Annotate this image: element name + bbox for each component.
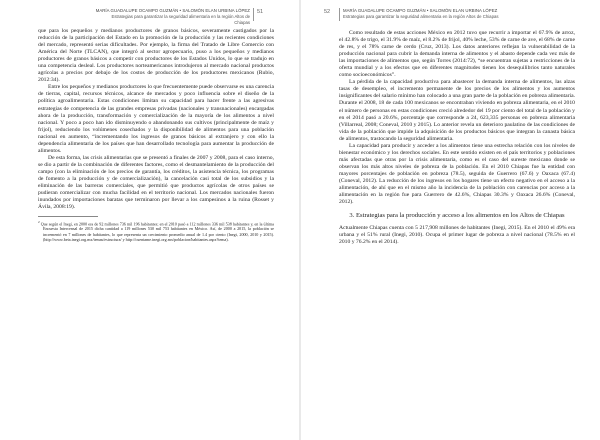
paragraph: Como resultado de estas acciones México en 2012 tuvo que recurrir a importar el 67.9% de arroz, el 42.8% de trigo, el 31.9% de maíz, el 8.2% de frijol, 40% leche, 53% de carne de ave, el 68% de carne de res, y el 78% carne de cerdo (Cruz, 2013). Los datos anteriores reflejan la vulnerabilidad de la producción nacional para cubrir la demanda interna de alimentos y el abasto depende cada vez más de las importaciones de alimentos que, según Torres (2014:72), “se encuentran sujetas a restricciones de la oferta mundial y a los efectos que en diferentes magnitudes tienen los desequilibrios tanto naturales como socioeconómicos”. [339,30,575,79]
footnote [38,220,274,242]
header-subtitle: Estrategias para garantizar la seguridad alimentaria en la región Altos de Chiapas [111,14,250,25]
page-number: 51 [257,9,264,15]
paragraph: La pérdida de la capacidad productiva para abastecer la demanda interna de alimentos, las alzas tasas de desempleo, el incremento permanente de los precios de los alimentos y los aumentos insignificantes del salario mínimo han colocado a una gran parte de la población en pobreza alimentaria. Durante el 2008, 18 de cada 100 mexicanos se encontraban viviendo en pobreza alimentaria, en el 2010 el número de personas en estas condiciones creció alrededor del 19 por ciento del total de la población y en el 2014 pasó a 20.6%, porcentaje que corresponde a 24, 623,335 personas en pobreza alimentaria (Villarreal, 2008; Coneval, 2010 y 2015). Lo anterior revela un deterioro paulatino de las condiciones de vida de la población que impide la adquisición de los productos básicos que integran la canasta básica de alimentos, trastocando la seguridad alimentaria. [339,79,575,142]
paragraph: que para los pequeños y medianos productores de granos básicos, severamente castigados por la reducción de la participación del Estado en la promoción de la producción y las recientes condiciones del mercado, representó serias dificultades. Por ejemplo, la firma del Tratado de Libre Comercio con América del Norte (TLCAN), que integró al sector agropecuario, puso a los pequeños y medianos productores de granos básicos a competir con productores de los Estados Unidos, lo que se tradujo en una competencia desleal. Los productores norteamericanos introdujeron al mercado nacional productos agrícolas a precios por debajo de los costos de producción de los productores mexicanos (Rubio, 2012:34). [38,28,274,84]
paragraph: Actualmente Chiapas cuenta con 5 217,908 millones de habitantes (Inegi, 2015). En el 2010 el 49% era urbana y el 51% rural (Inegi, 2010). Ocupa el primer lugar de pobreza a nivel nacional (78.5% en el 2010 y 76.2% en el 2014). [339,225,575,246]
header-authors: MARÍA GUADALUPE OCAMPO GUZMÁN • SALOMÓN ELAN URBINA LÓPEZ [95,8,250,13]
right-page [301,0,600,440]
page-number: 52 [324,9,331,15]
paragraph: La capacidad para producir y acceder a los alimentos tiene una estrecha relación con los niveles de bienestar económico y los derechos sociales. En este sentido existen en el país territorios y poblaciones más afectadas que otras por la crisis alimentaria, como es el caso del sureste mexicano donde se observan los más altos niveles de pobreza de la población. En el 2010 Chiapas fue la entidad con mayores porcentajes de población en pobreza (78.5), seguida de Guerrero (67.6) y Oaxaca (67.4) (Coneval, 2012). La reducción de los ingresos en los hogares tiene un efecto negativo en el acceso a la alimentación, de ahí que en el mismo año la incidencia de la población con carencias por acceso a la alimentación en la región fue para Guerrero de 42.6%, Chiapas 30.3% y Oaxaca 26.6% (Coneval, 2012). [339,142,575,206]
paragraph: De esta forma, las crisis alimentarias que se presentó a finales de 2007 y 2008, para el caso interno, se dio a partir de la combinación de diferentes factores, como el desmantelamiento de la producción del campo (con la eliminación de los precios de garantía, los créditos, la asistencia técnica, los programas de fomento a la producción y de comercialización), la cancelación casi total de los subsidios y la eliminación de las barreras comerciales, que permitió que productos agrícolas de otros países se pudieran comercializar con mucha facilidad en el territorio nacional. Los mercados nacionales fueron inundados por importaciones baratas que terminaron por llevar a los campesinos a la ruina (Rosset y Ávila, 2008:19). [38,154,274,211]
body-text [339,30,575,246]
header-subtitle: Estrategias para garantizar la seguridad alimentaria en la región Altos de Chiapas [343,14,499,19]
running-header [343,8,533,20]
header-divider [253,8,254,21]
header-authors: MARÍA GUADALUPE OCAMPO GUZMÁN • SALOMÓN ELAN URBINA LÓPEZ [343,8,498,13]
body-text [38,28,274,242]
left-page [0,0,299,440]
footnote-divider [38,216,98,217]
footnote-text: Que según el Inegi, en 2000 era de 92 millones 736 mil 196 habitantes; en el 2010 pasó a 112 millones 336 mil 538 habitantes y, en la última Encuesta Intercensal de 2015 dicha cantidad a 119 millones 530 mil 753 habitantes en México. Así, de 2000 a 2015, la población se incrementó en 7 millones de habitantes, lo que representa un crecimiento promedio anual de 1.4 por ciento (Inegi, 2000, 2010 y 2015). (http://www.beta.inegi.org.mx/temas/estructura/ y http://cuentame.inegi.org.mx/poblacion/habitantes.aspx?tema). [40,221,274,242]
footnote-mark: 2 [38,219,40,224]
section-heading: 3. Estrategias para la producción y acceso a los alimentos en los Altos de Chiapas [349,212,565,220]
header-divider [339,8,340,21]
paragraph: Entre los pequeños y medianos productores lo que frecuentemente puede observarse es una carencia de tierras, capital, recursos técnicos, alcance de mercados y poco influencia sobre el diseño de la política agroalimentaria. Estas condiciones limitan su capacidad para hacer frente a las agresivas estrategias de competencia de las grandes empresas privadas (nacionales y transnacionales) encargadas ahora de la producción, transformación y comercialización de la mayoría de los alimentos a nivel nacional. Y poco a poco han ido disminuyendo o abandonando sus cultivos (principalmente de maíz y frijol), reduciendo los volúmenes cosechados y la disponibilidad de alimentos para una población nacional en aumento, “incrementando los ingresos de granos básicos al extranjero y con ello la dependencia alimentaria de los países que han desarrollado tecnología para aumentar la producción de alimentos. [38,84,275,154]
running-header [95,8,250,26]
